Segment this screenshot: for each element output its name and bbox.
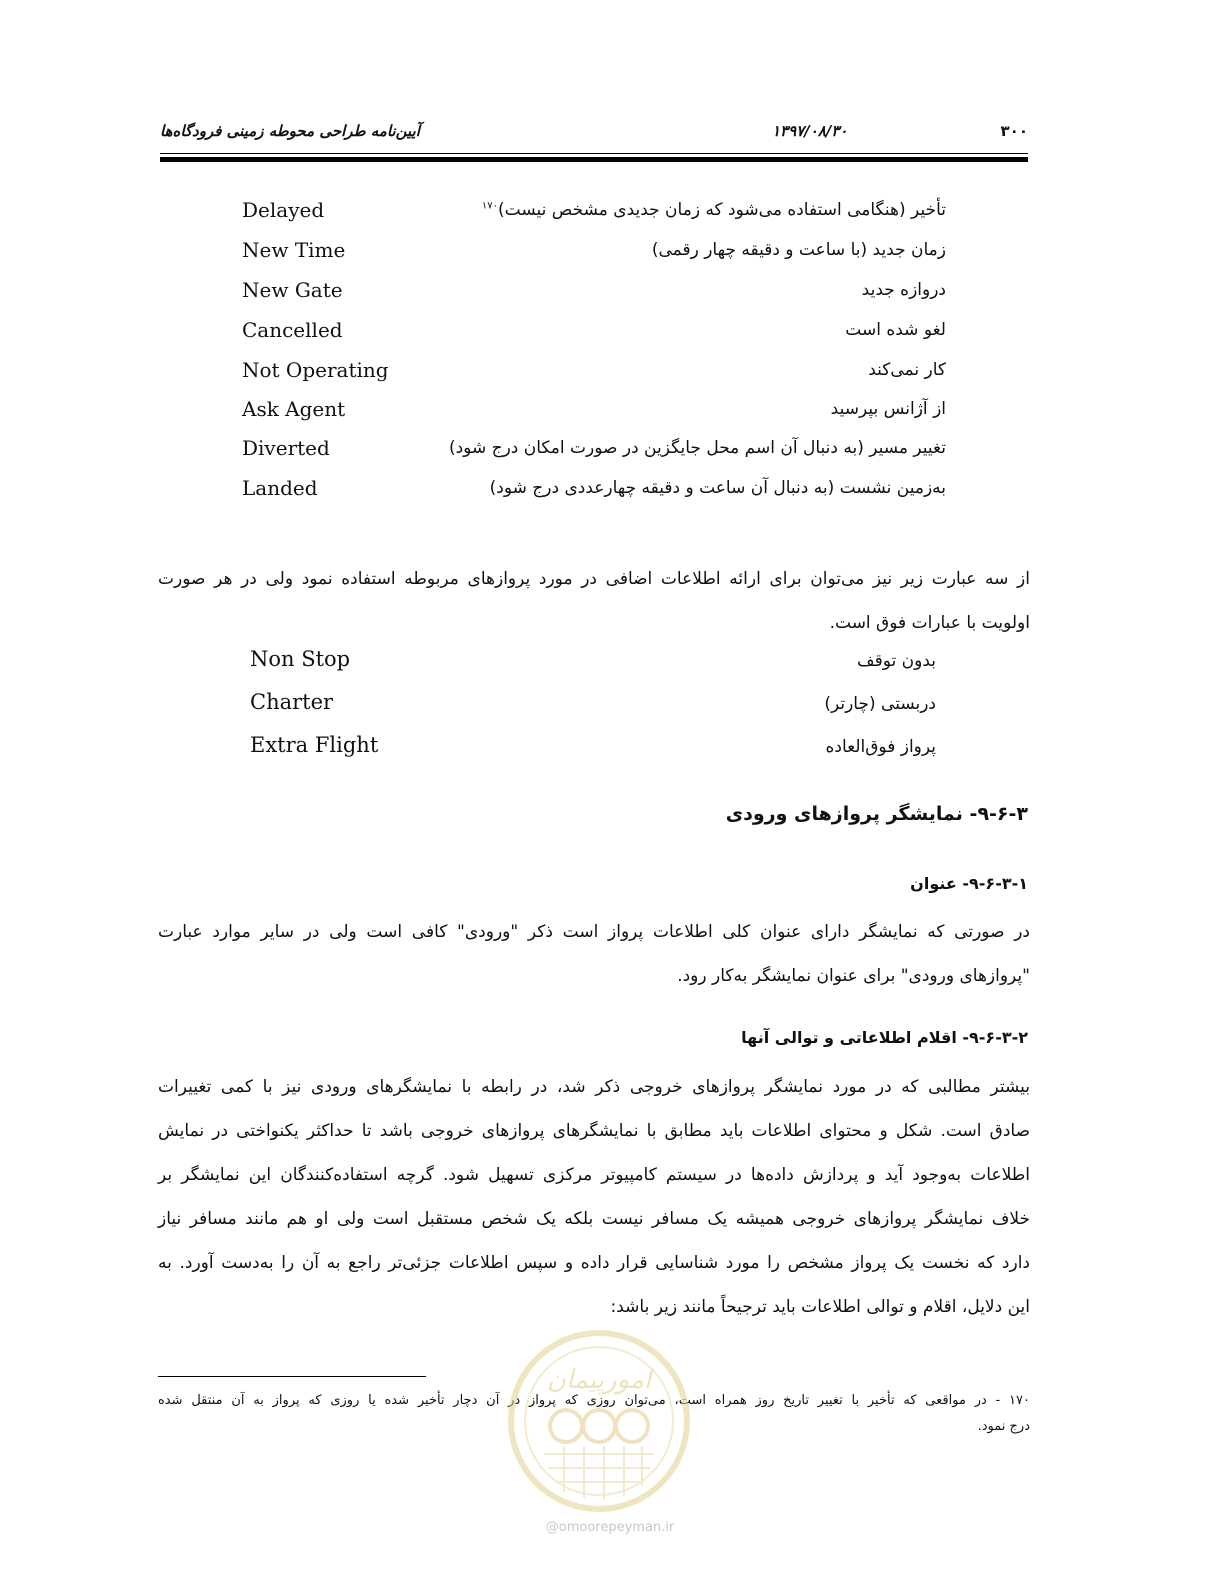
paragraph-line: بیشتر مطالبی که در مورد نمایشگر پروازهای خروجی ذکر شد، در رابطه با نمایشگرهای ورودی نیز با کمی تغییرات <box>158 1077 1030 1097</box>
term-row <box>242 198 946 228</box>
term-row <box>250 690 936 722</box>
subsection-1-paragraph <box>158 910 1030 998</box>
term-persian: به‌زمین نشست (به دنبال آن ساعت و دقیقه چهارعددی درج شود) <box>489 478 946 498</box>
watermark-logo-text: امورپیمان <box>546 1365 652 1395</box>
header-rule-thin <box>160 153 1028 154</box>
paragraph-line: در صورتی که نمایشگر دارای عنوان کلی اطلاعات پرواز است ذکر "ورودی" کافی است ولی در سایر موارد عبارت <box>158 922 1030 942</box>
term-row <box>242 278 946 308</box>
term-english: New Gate <box>242 278 343 302</box>
page-header <box>160 118 1028 148</box>
term-row <box>242 318 946 348</box>
term-persian: تغییر مسیر (به دنبال آن اسم محل جایگزین در صورت امکان درج شود) <box>448 438 946 458</box>
term-persian: کار نمی‌کند <box>868 360 946 380</box>
paragraph-line: دارد که نخست یک پرواز مشخص را مورد شناسایی قرار داده و سپس اطلاعات جزئی‌تر راجع به آن را به‌دست آورد. به <box>158 1253 1030 1273</box>
page-number: ۳۰۰ <box>1000 122 1028 140</box>
intro-paragraph <box>158 557 1030 645</box>
term-english: Charter <box>250 690 334 714</box>
header-rule-thick <box>160 157 1028 162</box>
term-row <box>242 476 946 506</box>
paragraph-line: خلاف نمایشگر پروازهای خروجی همیشه یک مسافر نیست بلکه یک شخص مستقبل است ولی او هم مانند مسافر نیاز <box>158 1209 1030 1229</box>
header-title: آیین‌نامه طراحی محوطه زمینی فرودگاه‌ها <box>160 122 420 140</box>
term-english: Ask Agent <box>242 397 346 421</box>
subsection-2-paragraph <box>158 1065 1030 1329</box>
term-row <box>242 436 946 466</box>
footnote-line: درج نمود. <box>977 1419 1030 1434</box>
term-english: Cancelled <box>242 318 343 342</box>
section-heading: ۹-۶-۳- نمایشگر پروازهای ورودی <box>725 803 1028 825</box>
term-row <box>250 647 936 679</box>
term-english: Not Operating <box>242 358 389 382</box>
paragraph-line: صادق است. شکل و محتوای اطلاعات باید مطابق با نمایشگرهای پروازهای خروجی باشد تا حداکثر یکنواختی در نمایش <box>158 1121 1030 1141</box>
footnote-rule <box>158 1376 426 1377</box>
term-persian: از آژانس بپرسید <box>830 399 946 419</box>
paragraph-line: "پروازهای ورودی" برای عنوان نمایشگر به‌کار رود. <box>677 966 1030 986</box>
term-english: Non Stop <box>250 647 351 671</box>
paragraph-line: اطلاعات به‌وجود آید و پردازش داده‌ها در سیستم کامپیوتر مرکزی تسهیل شود. گرچه استفاده‌کنندگان این نمایشگر بر <box>158 1165 1030 1185</box>
term-persian-text: تأخیر (هنگامی استفاده می‌شود که زمان جدیدی مشخص نیست) <box>498 200 946 220</box>
term-english: Extra Flight <box>250 733 379 757</box>
term-persian: لغو شده است <box>845 320 946 340</box>
term-persian: دروازه جدید <box>861 280 946 300</box>
subsection-heading: ۹-۶-۳-۲- اقلام اطلاعاتی و توالی آنها <box>741 1028 1028 1047</box>
paragraph-line: این دلایل، اقلام و توالی اطلاعات باید ترجیحاً مانند زیر باشد: <box>610 1297 1030 1317</box>
watermark-site: @omoorepeyman.ir <box>545 1520 675 1535</box>
term-row <box>242 397 946 427</box>
term-persian <box>482 200 946 220</box>
term-persian: زمان جدید (با ساعت و دقیقه چهار رقمی) <box>651 240 946 260</box>
watermark-logo-icon <box>504 1326 694 1516</box>
term-english: Landed <box>242 476 318 500</box>
term-persian: دربستی (چارتر) <box>824 694 936 714</box>
paragraph-line: اولویت با عبارات فوق است. <box>829 613 1030 633</box>
term-persian: بدون توقف <box>857 651 936 671</box>
term-row <box>242 238 946 268</box>
footnote-ref: ۱۷۰ <box>481 200 499 212</box>
subsection-heading: ۹-۶-۳-۱- عنوان <box>910 874 1028 893</box>
term-english: Diverted <box>242 436 330 460</box>
term-row <box>242 358 946 388</box>
term-english: New Time <box>242 238 346 262</box>
header-date: ۱۳۹۷/۰۸/۳۰ <box>772 122 848 140</box>
term-english: Delayed <box>242 198 325 222</box>
term-persian: پرواز فوق‌العاده <box>825 737 936 757</box>
term-row <box>250 733 936 765</box>
paragraph-line: از سه عبارت زیر نیز می‌توان برای ارائه اطلاعات اضافی در مورد پروازهای مربوطه استفاده نمود ولی در هر صورت <box>158 569 1030 589</box>
footnote-line: ۱۷۰ - در مواقعی که تأخیر با تغییر تاریخ روز همراه است، می‌توان روزی که پرواز در آن دچار تأخیر شده یا روزی که پرواز به آن منتقل شده <box>158 1393 1030 1408</box>
